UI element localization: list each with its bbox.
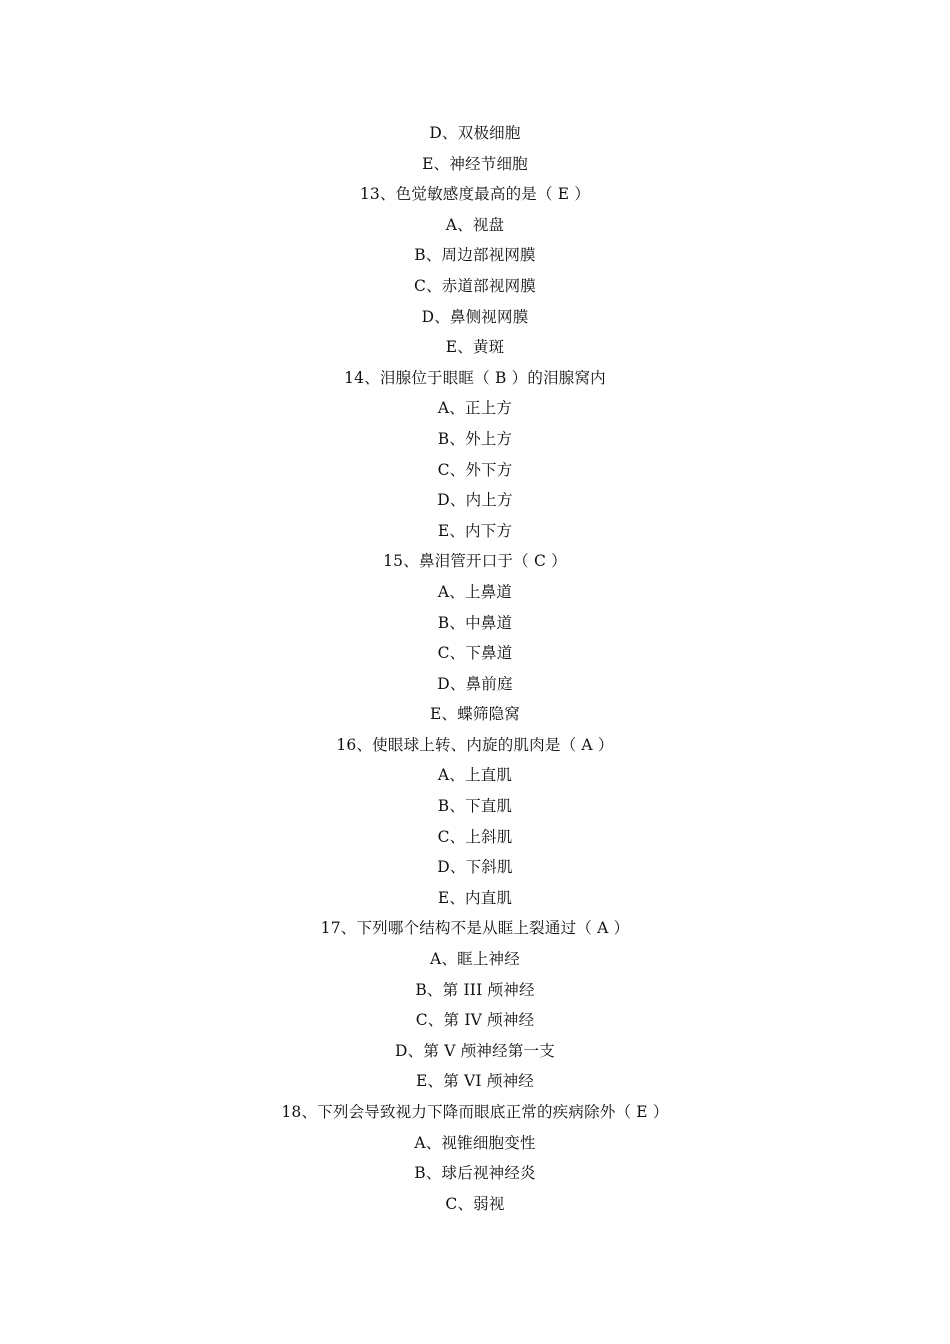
question-13-option-b: B、周边部视网膜 bbox=[414, 246, 536, 265]
question-16-option-b: B、下直肌 bbox=[437, 797, 513, 816]
question-17-option-e: E、第 VI 颅神经 bbox=[416, 1072, 534, 1091]
question-14: 14、泪腺位于眼眶（ B ）的泪腺窝内 bbox=[344, 368, 606, 387]
question-16-option-d: D、下斜肌 bbox=[437, 858, 513, 877]
question-15-option-e: E、蝶筛隐窝 bbox=[429, 705, 520, 724]
question-16-option-c: C、上斜肌 bbox=[437, 827, 513, 846]
option-e-ganglion-cells: E、神经节细胞 bbox=[422, 154, 528, 173]
question-13: 13、色觉敏感度最高的是（ E ） bbox=[359, 185, 591, 204]
question-18-option-a: A、视锥细胞变性 bbox=[414, 1133, 536, 1152]
question-15-option-b: B、中鼻道 bbox=[437, 613, 513, 632]
question-17-option-d: D、第 V 颅神经第一支 bbox=[395, 1041, 555, 1060]
question-13-option-c: C、赤道部视网膜 bbox=[414, 276, 536, 295]
question-18: 18、下列会导致视力下降而眼底正常的疾病除外（ E ） bbox=[281, 1103, 669, 1121]
question-13-option-a: A、视盘 bbox=[445, 215, 505, 234]
question-17-option-a: A、眶上神经 bbox=[430, 950, 520, 969]
question-17-option-c: C、第 IV 颅神经 bbox=[415, 1011, 535, 1030]
question-16-option-a: A、上直肌 bbox=[437, 766, 513, 785]
question-15-option-d: D、鼻前庭 bbox=[437, 674, 513, 693]
question-15-option-a: A、上鼻道 bbox=[437, 582, 513, 601]
question-14-option-c: C、外下方 bbox=[437, 460, 513, 479]
question-14-option-e: E、内下方 bbox=[437, 521, 513, 540]
question-13-option-e: E、黄斑 bbox=[445, 338, 505, 357]
question-16-option-e: E、内直肌 bbox=[437, 888, 513, 907]
question-16: 16、使眼球上转、内旋的肌肉是（ A ） bbox=[336, 735, 614, 754]
question-14-option-a: A、正上方 bbox=[437, 399, 513, 418]
question-14-option-b: B、外上方 bbox=[437, 429, 513, 448]
question-14-option-d: D、内上方 bbox=[437, 491, 513, 510]
question-15-option-c: C、下鼻道 bbox=[437, 644, 513, 663]
question-18-option-c: C、弱视 bbox=[445, 1194, 505, 1213]
question-17: 17、下列哪个结构不是从眶上裂通过（ A ） bbox=[320, 919, 630, 938]
question-17-option-b: B、第 III 颅神经 bbox=[415, 980, 535, 999]
question-18-option-b: B、球后视神经炎 bbox=[414, 1164, 536, 1183]
question-13-option-d: D、鼻侧视网膜 bbox=[421, 307, 529, 326]
option-d-bipolar-cells: D、双极细胞 bbox=[429, 124, 521, 142]
document-page bbox=[0, 118, 950, 1219]
question-15: 15、鼻泪管开口于（ C ） bbox=[383, 552, 567, 571]
